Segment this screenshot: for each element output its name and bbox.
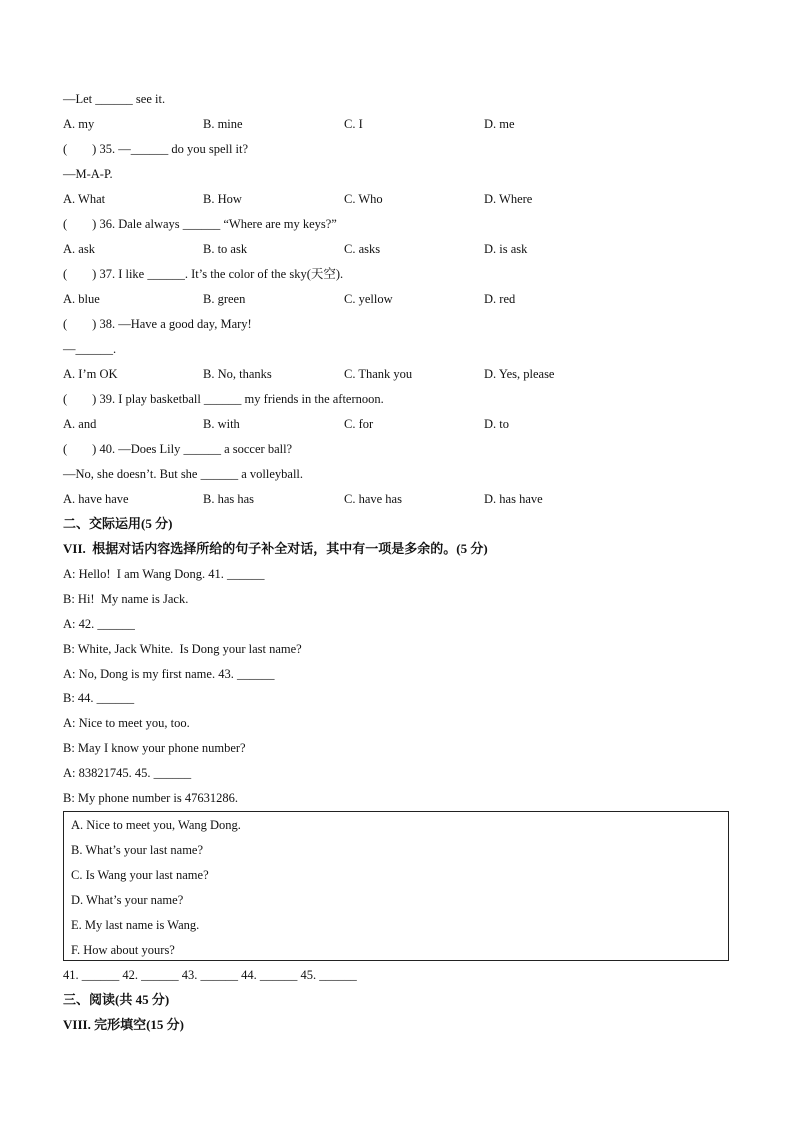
dialogue-line: A: 83821745. 45. ______ bbox=[63, 766, 192, 780]
answer-blanks: 41. ______ 42. ______ 43. ______ 44. ______ 45. ______ bbox=[63, 968, 357, 982]
q36-option-c: C. asks bbox=[344, 242, 381, 256]
dialogue-line: B: Hi! My name is Jack. bbox=[63, 592, 189, 606]
q36-option-d: D. is ask bbox=[484, 242, 528, 256]
q38-option-d: D. Yes, please bbox=[484, 367, 555, 381]
q38-option-b: B. No, thanks bbox=[203, 367, 272, 381]
q35-stem-reply: —M-A-P. bbox=[63, 167, 113, 181]
dialogue-line: B: 44. ______ bbox=[63, 691, 135, 705]
q40-stem: ( ) 40. —Does Lily ______ a soccer ball? bbox=[63, 442, 293, 456]
q40-option-b: B. has has bbox=[203, 492, 255, 506]
q37-option-a: A. blue bbox=[63, 292, 100, 306]
q35-option-b: B. How bbox=[203, 192, 242, 206]
section-2-title: 二、交际运用(5 分) bbox=[63, 516, 173, 531]
q34-option-c: C. I bbox=[344, 117, 363, 131]
choice-a: A. Nice to meet you, Wang Dong. bbox=[71, 818, 241, 832]
q37-option-d: D. red bbox=[484, 292, 516, 306]
q38-stem-reply: —______. bbox=[63, 342, 117, 356]
q35-option-c: C. Who bbox=[344, 192, 383, 206]
q34-stem-reply: —Let ______ see it. bbox=[63, 92, 166, 106]
q39-option-b: B. with bbox=[203, 417, 240, 431]
q37-stem: ( ) 37. I like ______. It’s the color of the sky(天空). bbox=[63, 267, 344, 281]
q34-option-a: A. my bbox=[63, 117, 95, 131]
q37-option-c: C. yellow bbox=[344, 292, 393, 306]
q39-option-c: C. for bbox=[344, 417, 374, 431]
q36-option-a: A. ask bbox=[63, 242, 95, 256]
choices-box bbox=[63, 811, 729, 961]
q35-option-d: D. Where bbox=[484, 192, 533, 206]
dialogue-line: B: May I know your phone number? bbox=[63, 741, 246, 755]
q40-stem-reply: —No, she doesn’t. But she ______ a volleyball. bbox=[63, 467, 304, 481]
q38-stem: ( ) 38. —Have a good day, Mary! bbox=[63, 317, 252, 331]
dialogue-line: B: My phone number is 47631286. bbox=[63, 791, 238, 805]
q40-option-a: A. have have bbox=[63, 492, 129, 506]
dialogue-line: A: No, Dong is my first name. 43. ______ bbox=[63, 667, 275, 681]
q40-option-c: C. have has bbox=[344, 492, 402, 506]
q40-option-d: D. has have bbox=[484, 492, 543, 506]
q34-option-b: B. mine bbox=[203, 117, 243, 131]
dialogue-line: A: Hello! I am Wang Dong. 41. ______ bbox=[63, 567, 265, 581]
q39-option-a: A. and bbox=[63, 417, 97, 431]
q37-option-b: B. green bbox=[203, 292, 246, 306]
q38-option-a: A. I’m OK bbox=[63, 367, 118, 381]
choice-c: C. Is Wang your last name? bbox=[71, 868, 209, 882]
choice-b: B. What’s your last name? bbox=[71, 843, 204, 857]
q35-option-a: A. What bbox=[63, 192, 106, 206]
q36-option-b: B. to ask bbox=[203, 242, 248, 256]
q38-option-c: C. Thank you bbox=[344, 367, 413, 381]
q39-option-d: D. to bbox=[484, 417, 509, 431]
dialogue-line: A: 42. ______ bbox=[63, 617, 135, 631]
q35-stem: ( ) 35. —______ do you spell it? bbox=[63, 142, 249, 156]
dialogue-line: A: Nice to meet you, too. bbox=[63, 716, 190, 730]
section-3-part-heading: VIII. 完形填空(15 分) bbox=[63, 1017, 184, 1032]
dialogue-line: B: White, Jack White. Is Dong your last name? bbox=[63, 642, 302, 656]
choice-e: E. My last name is Wang. bbox=[71, 918, 200, 932]
q36-stem: ( ) 36. Dale always ______ “Where are my keys?” bbox=[63, 217, 337, 231]
q34-option-d: D. me bbox=[484, 117, 515, 131]
section-3-title: 三、阅读(共 45 分) bbox=[63, 992, 170, 1007]
choice-f: F. How about yours? bbox=[71, 943, 175, 957]
section-2-part-heading: VII. 根据对话内容选择所给的句子补全对话，其中有一项是多余的。(5 分) bbox=[63, 541, 488, 556]
choice-d: D. What’s your name? bbox=[71, 893, 184, 907]
q39-stem: ( ) 39. I play basketball ______ my friends in the afternoon. bbox=[63, 392, 384, 406]
